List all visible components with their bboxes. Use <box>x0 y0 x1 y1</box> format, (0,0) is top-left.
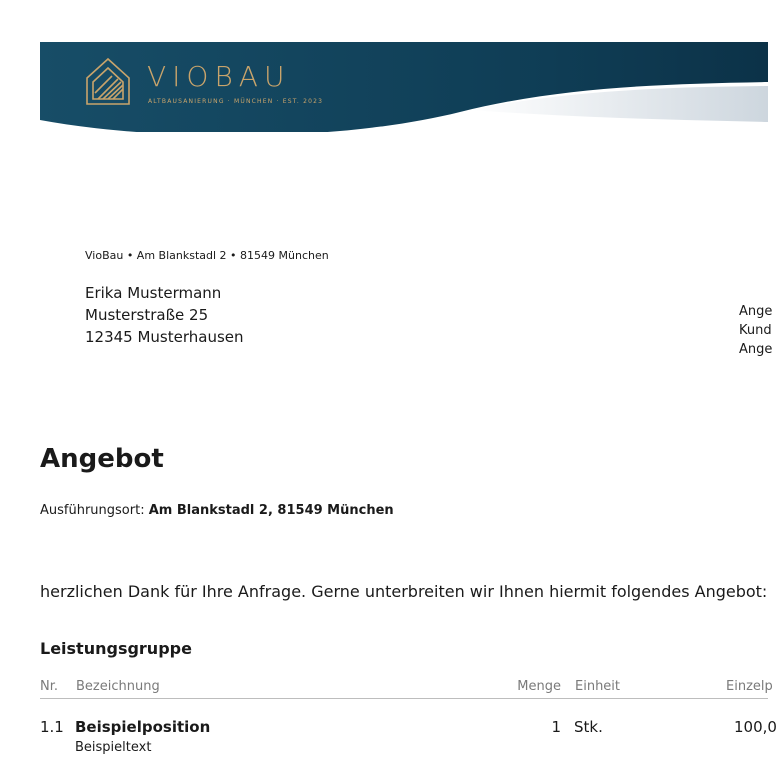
row-unit: Stk. <box>574 718 603 736</box>
row-subtext: Beispieltext <box>75 740 152 755</box>
site-value: Am Blankstadl 2, 81549 München <box>148 503 394 518</box>
house-logo-icon <box>84 56 132 106</box>
meta-line: Ange <box>739 304 773 319</box>
brand-tagline: ALTBAUSANIERUNG · MÜNCHEN · EST. 2023 <box>148 98 324 105</box>
row-nr: 1.1 <box>40 718 64 736</box>
column-header-unit: Einheit <box>575 679 621 694</box>
header-banner <box>40 42 768 132</box>
column-header-unit-price: Einzelp <box>726 679 773 694</box>
execution-site <box>40 503 394 518</box>
recipient-address <box>85 282 244 348</box>
meta-line: Kund <box>739 323 772 338</box>
group-title: Leistungsgruppe <box>40 639 192 658</box>
document-meta <box>739 302 772 359</box>
column-header-quantity: Menge <box>517 679 561 694</box>
row-title: Beispielposition <box>75 718 211 736</box>
sender-address-line: VioBau • Am Blankstadl 2 • 81549 München <box>85 249 329 262</box>
recipient-street: Musterstraße 25 <box>85 306 209 324</box>
recipient-name: Erika Mustermann <box>85 284 222 302</box>
page-title: Angebot <box>40 444 164 474</box>
site-label: Ausführungsort: <box>40 503 145 518</box>
row-unit-price: 100,0 <box>734 718 777 736</box>
brand-name: VIOBAU <box>147 60 291 93</box>
intro-text: herzlichen Dank für Ihre Anfrage. Gerne unterbreiten wir Ihnen hiermit folgendes Angebot: <box>40 582 768 601</box>
table-header-divider <box>40 698 768 699</box>
recipient-city: 12345 Musterhausen <box>85 328 244 346</box>
column-header-nr: Nr. <box>40 679 59 694</box>
meta-line: Ange <box>739 342 773 357</box>
column-header-description: Bezeichnung <box>76 679 160 694</box>
row-quantity: 1 <box>551 718 561 736</box>
